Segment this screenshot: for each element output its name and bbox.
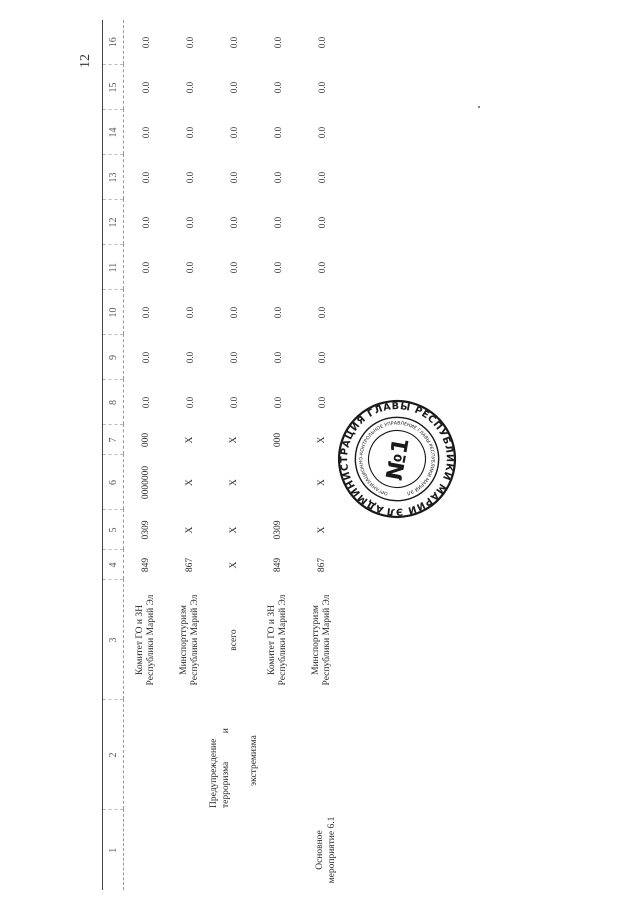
grbs-cell: X: [228, 561, 239, 569]
value-cell: 0.0: [316, 306, 327, 319]
value-cell: 0.0: [272, 261, 283, 274]
executor-line: Республики Марий Эл: [146, 594, 156, 686]
csr-cell: [256, 455, 300, 510]
value-cell: 0.0: [228, 216, 239, 229]
vr-cell: X: [228, 436, 239, 444]
csr-cell: X: [184, 479, 195, 486]
executor-line: всего: [228, 629, 239, 651]
value-cell: 0.0: [316, 126, 327, 139]
scan-speck: [478, 106, 480, 108]
column-number: 15: [103, 65, 124, 110]
value-cell: 0.0: [140, 36, 151, 49]
event-name-part: Предупреждение: [209, 738, 219, 808]
executor-cell: [256, 580, 300, 700]
executor-line: Республики Марий Эл: [322, 594, 332, 686]
funding-table: [102, 20, 344, 890]
funding-table-rotated: [102, 20, 337, 890]
grbs-cell: 867: [316, 557, 327, 573]
stamp-inner-text: ОРГАНИЗАЦИОННО-КОНТРОЛЬНОЕ УПРАВЛЕНИЕ ГЛАВЫ РЕСПУБЛИКИ МАРИЙ ЭЛ: [359, 421, 435, 496]
event-code-cell: [124, 810, 345, 890]
value-cell: 0.0: [228, 81, 239, 94]
executor-line: Минспорттуризм: [179, 605, 189, 675]
value-cell: 0.0: [140, 126, 151, 139]
value-cell: 0.0: [184, 306, 195, 319]
column-number: 5: [103, 510, 124, 550]
column-number: 9: [103, 335, 124, 380]
value-cell: 0.0: [228, 261, 239, 274]
value-cell: 0.0: [316, 171, 327, 184]
value-cell: 0.0: [272, 171, 283, 184]
column-number: 4: [103, 550, 124, 580]
value-cell: 0.0: [140, 216, 151, 229]
value-cell: 0.0: [184, 396, 195, 409]
value-cell: 0.0: [184, 216, 195, 229]
value-cell: 0.0: [272, 396, 283, 409]
rzpr-cell: X: [316, 526, 327, 534]
value-cell: 0.0: [228, 36, 239, 49]
event-code-line: мероприятие 6.1: [327, 816, 337, 884]
column-number: 7: [103, 425, 124, 455]
executor-line: Республики Марий Эл: [278, 594, 288, 686]
event-name-part: и: [221, 728, 231, 734]
value-cell: 0.0: [228, 351, 239, 364]
column-number: 14: [103, 110, 124, 155]
csr-cell: 0000000: [140, 465, 151, 500]
executor-line: Комитет ГО и ЗН: [135, 605, 145, 675]
value-cell: 0.0: [140, 396, 151, 409]
event-name-cell: [124, 700, 345, 810]
grbs-cell: 867: [184, 557, 195, 573]
value-cell: 0.0: [184, 81, 195, 94]
rzpr-cell: 0309: [140, 520, 151, 540]
vr-cell: X: [316, 436, 327, 444]
column-number: 10: [103, 290, 124, 335]
value-cell: 0.0: [272, 81, 283, 94]
value-cell: 0.0: [228, 171, 239, 184]
value-cell: 0.0: [184, 171, 195, 184]
value-cell: 0.0: [184, 126, 195, 139]
executor-cell: [212, 580, 256, 700]
executor-cell: [168, 580, 212, 700]
event-code-line: Основное: [315, 830, 325, 870]
grbs-cell: 849: [272, 557, 283, 573]
official-stamp: [336, 398, 458, 520]
column-number: 2: [103, 700, 124, 810]
value-cell: 0.0: [316, 36, 327, 49]
event-name-line: [208, 702, 220, 808]
column-number: 3: [103, 580, 124, 700]
csr-cell: X: [316, 479, 327, 486]
value-cell: 0.0: [184, 351, 195, 364]
grbs-cell: 849: [140, 557, 151, 573]
value-cell: 0.0: [140, 261, 151, 274]
column-number: 16: [103, 20, 124, 65]
value-cell: 0.0: [316, 261, 327, 274]
event-name-line: экстремизма: [249, 735, 259, 786]
value-cell: 0.0: [228, 126, 239, 139]
executor-line: Минспорттуризм: [311, 605, 321, 675]
value-cell: 0.0: [140, 81, 151, 94]
stamp-outer-text: АДМИНИСТРАЦИЯ ГЛАВЫ РЕСПУБЛИКИ МАРИЙ ЭЛ: [339, 401, 455, 517]
stamp-number: №1: [381, 436, 415, 483]
executor-line: Республики Марий Эл: [190, 594, 200, 686]
value-cell: 0.0: [140, 171, 151, 184]
value-cell: 0.0: [272, 126, 283, 139]
event-name-part: терроризма: [221, 761, 231, 808]
column-number: 11: [103, 245, 124, 290]
value-cell: 0.0: [272, 306, 283, 319]
column-number: 6: [103, 455, 124, 510]
event-name-line: [220, 702, 232, 808]
vr-cell: 000: [272, 432, 283, 448]
column-number: 13: [103, 155, 124, 200]
value-cell: 0.0: [184, 36, 195, 49]
column-number: 12: [103, 200, 124, 245]
value-cell: 0.0: [184, 261, 195, 274]
executor-line: Комитет ГО и ЗН: [267, 605, 277, 675]
value-cell: 0.0: [316, 351, 327, 364]
page-number: 12: [78, 54, 93, 68]
value-cell: 0.0: [228, 396, 239, 409]
vr-cell: 000: [140, 432, 151, 448]
value-cell: 0.0: [272, 36, 283, 49]
vr-cell: X: [184, 436, 195, 444]
column-number: 8: [103, 380, 124, 425]
executor-cell: [300, 580, 344, 700]
value-cell: 0.0: [316, 216, 327, 229]
csr-cell: X: [228, 479, 239, 486]
column-number: 1: [103, 810, 124, 890]
column-number-row: [103, 20, 124, 890]
rzpr-cell: X: [184, 526, 195, 534]
value-cell: 0.0: [140, 306, 151, 319]
executor-cell: [124, 580, 169, 700]
rzpr-cell: 0309: [272, 520, 283, 540]
value-cell: 0.0: [272, 216, 283, 229]
value-cell: 0.0: [272, 351, 283, 364]
table-row: [124, 20, 169, 890]
value-cell: 0.0: [316, 81, 327, 94]
value-cell: 0.0: [228, 306, 239, 319]
value-cell: 0.0: [316, 396, 327, 409]
value-cell: 0.0: [140, 351, 151, 364]
rzpr-cell: X: [228, 526, 239, 534]
